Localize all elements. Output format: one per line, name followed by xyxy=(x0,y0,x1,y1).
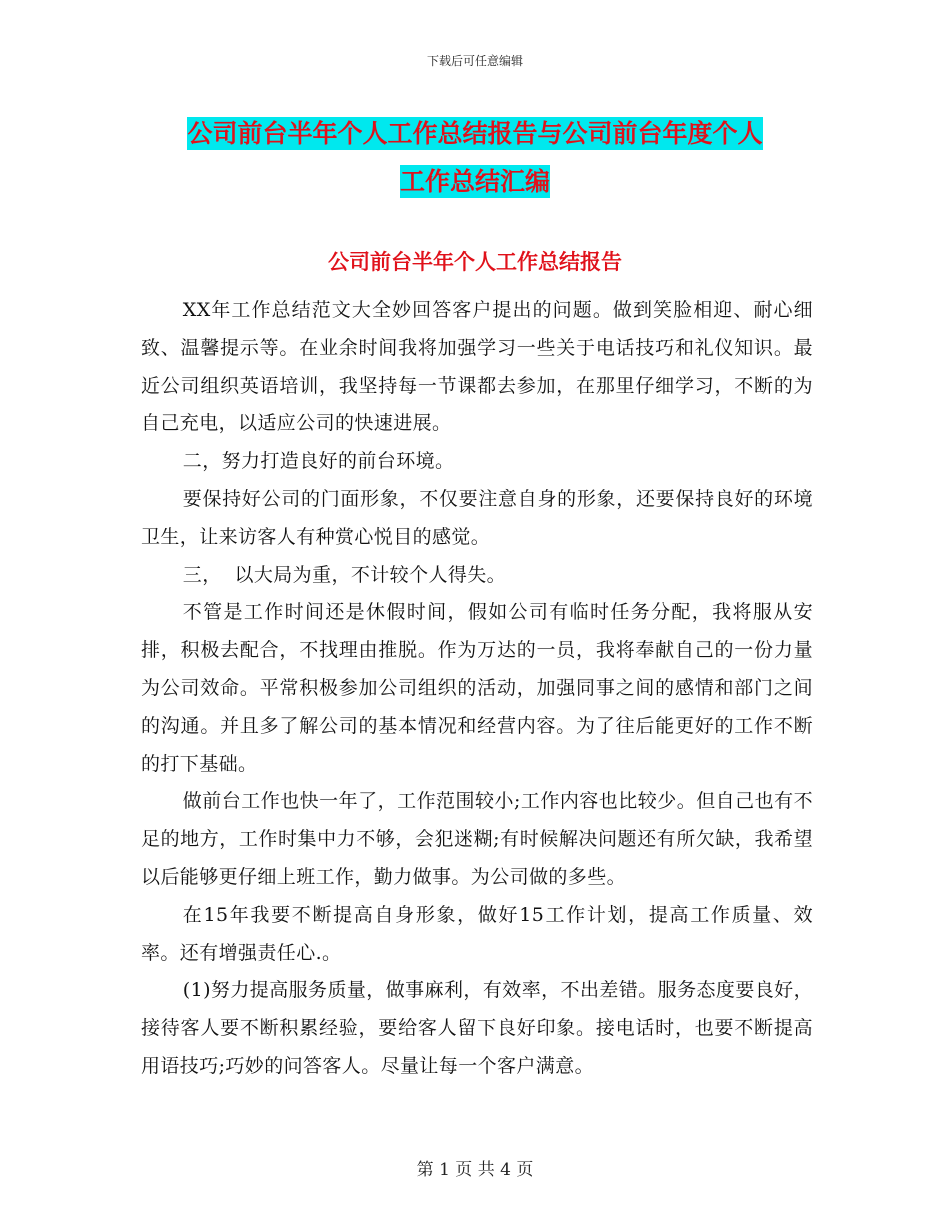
paragraph: 要保持好公司的门面形象，不仅要注意自身的形象，还要保持良好的环境卫生，让来访客人有种赏心悦目的感觉。 xyxy=(141,487,813,548)
body-text xyxy=(141,292,813,1086)
paragraph: 二，努力打造良好的前台环境。 xyxy=(182,450,455,473)
title-line-2: 工作总结汇编 xyxy=(399,167,550,196)
section-title: 公司前台半年个人工作总结报告 xyxy=(328,250,622,274)
paragraph: (1)努力提高服务质量，做事麻利，有效率，不出差错。服务态度要良好，接待客人要不断积累经验，要给客人留下良好印象。接电话时，也要不断提高用语技巧;巧妙的问答客人。尽量让每一个客户满意。 xyxy=(141,979,813,1077)
paragraph: 在15年我要不断提高自身形象，做好15工作计划，提高工作质量、效率。还有增强责任心.。 xyxy=(141,903,813,964)
title-line-1: 公司前台半年个人工作总结报告与公司前台年度个人 xyxy=(187,119,763,148)
document-title xyxy=(0,110,950,206)
paragraph: XX年工作总结范文大全妙回答客户提出的问题。做到笑脸相迎、耐心细致、温馨提示等。在业余时间我将加强学习一些关于电话技巧和礼仪知识。最近公司组织英语培训，我坚持每一节课都去参加，在那里仔细学习，不断的为自己充电，以适应公司的快速进展。 xyxy=(141,299,813,435)
paragraph: 三， 以大局为重，不计较个人得失。 xyxy=(182,563,507,586)
paragraph: 不管是工作时间还是休假时间，假如公司有临时任务分配，我将服从安排，积极去配合，不找理由推脱。作为万达的一员，我将奉献自己的一份力量为公司效命。平常积极参加公司组织的活动，加强同事之间的感情和部门之间的沟通。并且多了解公司的基本情况和经营内容。为了往后能更好的工作不断的打下基础。 xyxy=(141,601,813,775)
page-header: 下载后可任意编辑 xyxy=(426,54,523,68)
paragraph: 做前台工作也快一年了，工作范围较小;工作内容也比较少。但自己也有不足的地方，工作时集中力不够，会犯迷糊;有时候解决问题还有所欠缺，我希望以后能够更仔细上班工作，勤力做事。为公司做的多些。 xyxy=(141,790,813,888)
page-footer: 第 1 页 共 4 页 xyxy=(416,1160,534,1180)
